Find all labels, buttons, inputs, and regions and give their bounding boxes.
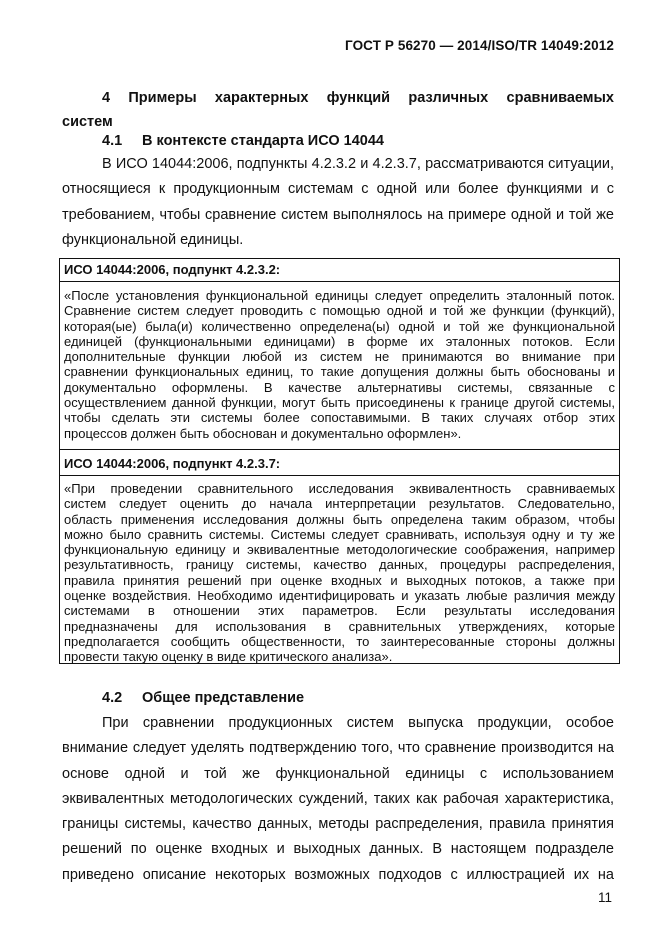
- iso-quote-box: [59, 258, 620, 664]
- quote-1-heading: ИСО 14044:2006, подпункт 4.2.3.2:: [64, 262, 281, 277]
- section-4-1-title: В контексте стандарта ИСО 14044: [142, 133, 384, 149]
- paragraph-line: основе одной и той же функциональной единицы с использованием: [62, 765, 614, 782]
- quote-divider: [60, 281, 619, 282]
- quote-line: оценке воздействия. Необходимо идентифицировать и указать любые различия между: [64, 588, 615, 604]
- section-4-title-line2: систем: [62, 114, 113, 130]
- quote-line: документально оформлены. В качестве альтернативы системы, связанные с: [64, 379, 615, 395]
- quote-2-heading: ИСО 14044:2006, подпункт 4.2.3.7:: [64, 456, 281, 471]
- quote-line: результативность, границу системы, качество данных, процедуры распределения,: [64, 557, 615, 573]
- section-4-1-paragraph: [62, 152, 614, 253]
- section-4-2-number: 4.2: [102, 690, 123, 706]
- quote-line: предполагается сообщить общественности, то заинтересованные стороны должны: [64, 633, 615, 649]
- title-word: функций: [326, 90, 391, 106]
- title-word: различных: [408, 90, 489, 106]
- paragraph-line: В ИСО 14044:2006, подпункты 4.2.3.2 и 4.2.3.7, рассматриваются ситуации,: [102, 156, 614, 172]
- paragraph-line: требованием, чтобы сравнение систем выполнялось на примере одной и той же: [62, 206, 614, 223]
- quote-2-text: [64, 481, 615, 665]
- title-word: Примеры: [128, 90, 197, 106]
- section-4-2-paragraph: [62, 711, 614, 888]
- section-4-heading: [62, 86, 614, 134]
- quote-line: осуществлением данной функции, могут быть присоединены к границе другой системы,: [64, 395, 615, 411]
- quote-1-text: [64, 288, 615, 441]
- section-4-1-heading: [102, 133, 384, 149]
- section-4-title-line1: [62, 86, 614, 110]
- quote-line: область применения исследования должны быть определена таким образом, чтобы: [64, 511, 615, 527]
- page-number: 11: [597, 890, 612, 905]
- paragraph-line: относящиеся к продукционным системам с одной или более функциями и с: [62, 181, 614, 198]
- quote-line: предназначены для использования в сравнительных утверждениях, которые: [64, 618, 615, 634]
- quote-line: систем следует оценить до начала интерпретации результатов. Следовательно,: [64, 496, 615, 512]
- paragraph-line: приведено описание некоторых возможных подходов с иллюстрацией их на: [62, 866, 614, 883]
- section-4-2-heading: [102, 690, 304, 706]
- quote-line: «После установления функциональной единицы следует определить эталонный поток.: [64, 288, 615, 303]
- quote-divider: [60, 449, 619, 450]
- quote-line: Сравнение систем следует проводить с помощью одной и той же функции (функций),: [64, 303, 615, 319]
- quote-line: которая(ые) была(и) количественно определена(ы) одной и той же функциональной: [64, 318, 615, 334]
- paragraph-line: границы системы, качество данных, методы распределения, правила принятия: [62, 816, 614, 833]
- title-word: характерных: [214, 90, 309, 106]
- quote-line: провести такую оценку в виде критического анализа».: [64, 649, 393, 665]
- quote-line: дополнительные функции любой из систем не принимаются во внимание при: [64, 349, 615, 365]
- paragraph-line: эквивалентных методологических суждений, таких как рабочая характеристика,: [62, 790, 614, 807]
- paragraph-line: внимание следует уделять подтверждению того, что сравнение производится на: [62, 740, 614, 757]
- paragraph-line: решений по оценке входных и выходных данных. В настоящем подразделе: [62, 841, 614, 858]
- title-word: сравниваемых: [506, 90, 614, 106]
- section-4-1-number: 4.1: [102, 133, 123, 149]
- quote-line: единицей (функциональными единицами) в форме их эталонных потоков. Если: [64, 333, 615, 349]
- section-4-2-title: Общее представление: [142, 690, 305, 706]
- quote-line: процессов должен быть обоснован и документально оформлен».: [64, 425, 462, 441]
- quote-line: функциональную единицу и эквивалентные методологические соображения, например: [64, 542, 615, 558]
- quote-line: правила принятия решений при оценке входных и выходных потоков, а также при: [64, 572, 615, 588]
- paragraph-line: функциональной единицы.: [62, 231, 244, 248]
- quote-line: системами в отношении этих параметров. Если результаты исследования: [64, 603, 615, 619]
- quote-divider: [60, 475, 619, 476]
- quote-line: можно было сравнить системы. Системы следует сравнивать, используя одну и ту же: [64, 526, 615, 542]
- section-4-number: 4: [102, 90, 111, 106]
- quote-line: чтобы сделать эти системы более сопоставимыми. В таких случаях отбор этих: [64, 410, 615, 426]
- quote-line: «При проведении сравнительного исследования эквивалентность сравниваемых: [64, 481, 615, 496]
- quote-line: сравнении функциональных единиц, то такие допущения должны быть обоснованы и: [64, 364, 615, 380]
- paragraph-line: При сравнении продукционных систем выпуска продукции, особое: [102, 715, 614, 731]
- document-header: ГОСТ Р 56270 — 2014/ISO/TR 14049:2012: [345, 38, 614, 53]
